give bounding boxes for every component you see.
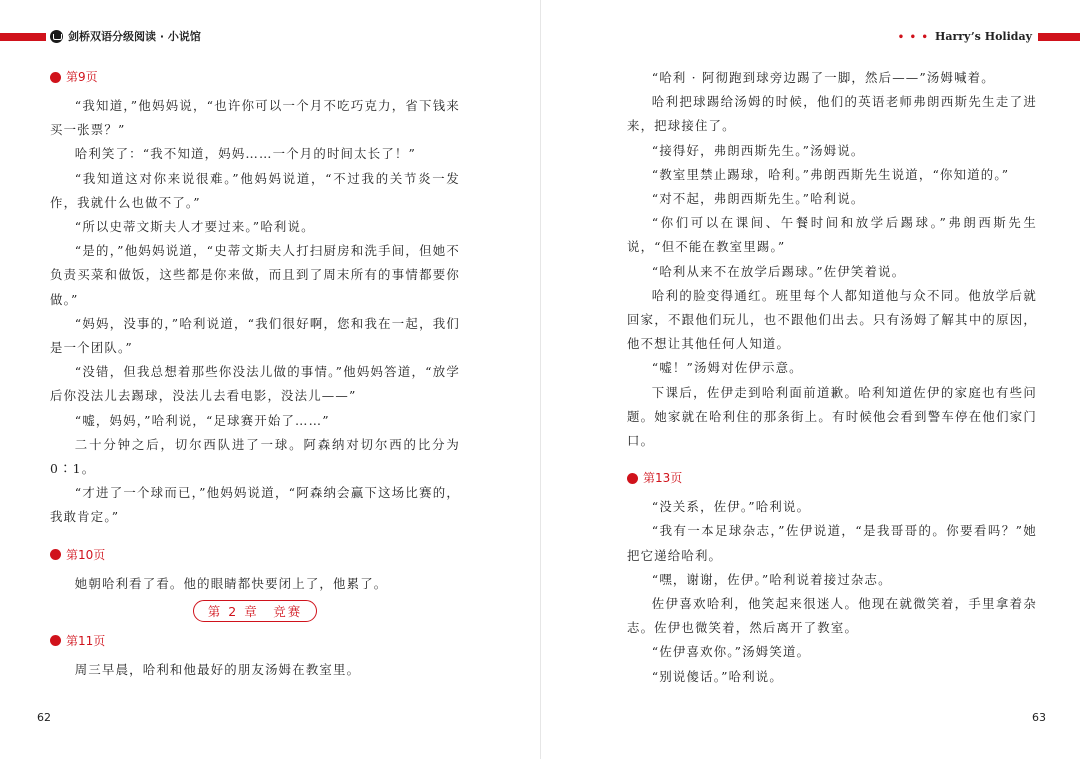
- paragraph: 周三早晨，哈利和他最好的朋友汤姆在教室里。: [74, 661, 361, 677]
- paragraph: “嘘，妈妈，”哈利说，“足球赛开始了……”: [74, 412, 330, 428]
- paragraph: “别说傻话。”哈利说。: [651, 668, 783, 684]
- paragraph: “哈利从来不在放学后踢球。”佐伊笑着说。: [651, 263, 906, 279]
- paragraph: “佐伊喜欢你。”汤姆笑道。: [651, 644, 811, 660]
- paragraph: “没关系，佐伊。”哈利说。: [651, 499, 811, 515]
- page-number: 63: [1032, 711, 1046, 724]
- paragraph: “是的，”他妈妈说道，“史蒂文斯夫人打扫厨房和洗手间，但她不负责买菜和做饭，这些都是你来做，而且到了周末所有的事情都要你做。”: [50, 243, 460, 307]
- paragraph: “才进了一个球而已，”他妈妈说道，“阿森纳会赢下这场比赛的，我敢肯定。”: [50, 485, 460, 525]
- section-heading: 第9页: [50, 66, 460, 88]
- paragraph: “嘘！”汤姆对佐伊示意。: [651, 360, 803, 376]
- header-accent-bar: [0, 33, 46, 41]
- paragraph: 哈利把球踢给汤姆的时候，他们的英语老师弗朗西斯先生走了进来，把球接住了。: [627, 94, 1037, 134]
- header-series-title: 剑桥双语分级阅读 · 小说馆: [50, 29, 201, 45]
- red-dot-icon: [627, 473, 638, 484]
- paragraph: “对不起，弗朗西斯先生。”哈利说。: [651, 191, 865, 207]
- paragraph: 哈利笑了：“我不知道，妈妈……一个月的时间太长了！”: [74, 146, 417, 162]
- paragraph: “所以史蒂文斯夫人才要过来。”哈利说。: [74, 219, 315, 235]
- header-book-title: • • • Harry’s Holiday: [897, 30, 1032, 43]
- page-number: 62: [37, 711, 51, 724]
- red-dot-icon: [50, 635, 61, 646]
- chapter-title: 第 2 章 竞赛: [193, 600, 317, 622]
- paragraph: 二十分钟之后，切尔西队进了一球。阿森纳对切尔西的比分为 0∶1。: [50, 436, 460, 477]
- paragraph: 下课后，佐伊走到哈利面前道歉。哈利知道佐伊的家庭也有些问题。她家就在哈利住的那条街上。有时候他会看到警车停在他们家门口。: [627, 384, 1037, 449]
- paragraph: “哈利 · 阿彻跑到球旁边踢了一脚，然后——”汤姆喊着。: [651, 70, 995, 85]
- paragraph: “你们可以在课间、午餐时间和放学后踢球。”弗朗西斯先生说，“但不能在教室里踢。”: [627, 215, 1037, 255]
- paragraph: “没错，但我总想着那些你没法儿做的事情。”他妈妈答道，“放学后你没法儿去踢球，没法儿去看电影，没法儿——”: [50, 364, 460, 404]
- book-icon: [50, 30, 63, 43]
- right-page: [541, 0, 1080, 759]
- paragraph: “嘿，谢谢，佐伊。”哈利说着接过杂志。: [651, 571, 892, 587]
- red-dot-icon: [50, 72, 61, 83]
- paragraph: “我知道这对你来说很难。”他妈妈说道，“不过我的关节炎一发作，我就什么也做不了。”: [50, 170, 460, 210]
- paragraph: 佐伊喜欢哈利，他笑起来很迷人。他现在就微笑着，手里拿着杂志。佐伊也微笑着，然后离开了教室。: [627, 596, 1037, 636]
- red-dot-icon: [50, 549, 61, 560]
- dots-icon: • • •: [897, 32, 929, 43]
- paragraph: “我有一本足球杂志，”佐伊说道，“是我哥哥的。你要看吗？”她把它递给哈利。: [627, 523, 1037, 563]
- section-heading: 第11页: [50, 630, 460, 652]
- section-heading: 第13页: [627, 467, 1037, 489]
- header-accent-bar: [1038, 33, 1080, 41]
- paragraph: “我知道，”他妈妈说，“也许你可以一个月不吃巧克力，省下钱来买一张票？”: [50, 98, 460, 138]
- paragraph: “教室里禁止踢球，哈利。”弗朗西斯先生说道，“你知道的。”: [651, 166, 1010, 182]
- section-heading: 第10页: [50, 544, 460, 566]
- right-page-content: [627, 66, 1037, 689]
- paragraph: 她朝哈利看了看。他的眼睛都快要闭上了，他累了。: [74, 575, 388, 591]
- paragraph: “接得好，弗朗西斯先生。”汤姆说。: [651, 142, 865, 158]
- paragraph: 哈利的脸变得通红。班里每个人都知道他与众不同。他放学后就回家，不跟他们玩儿，也不跟他们出去。只有汤姆了解其中的原因，他不想让其他任何人知道。: [627, 287, 1037, 352]
- paragraph: “妈妈，没事的，”哈利说道，“我们很好啊，您和我在一起，我们是一个团队。”: [50, 315, 460, 356]
- left-page-content: [50, 66, 460, 682]
